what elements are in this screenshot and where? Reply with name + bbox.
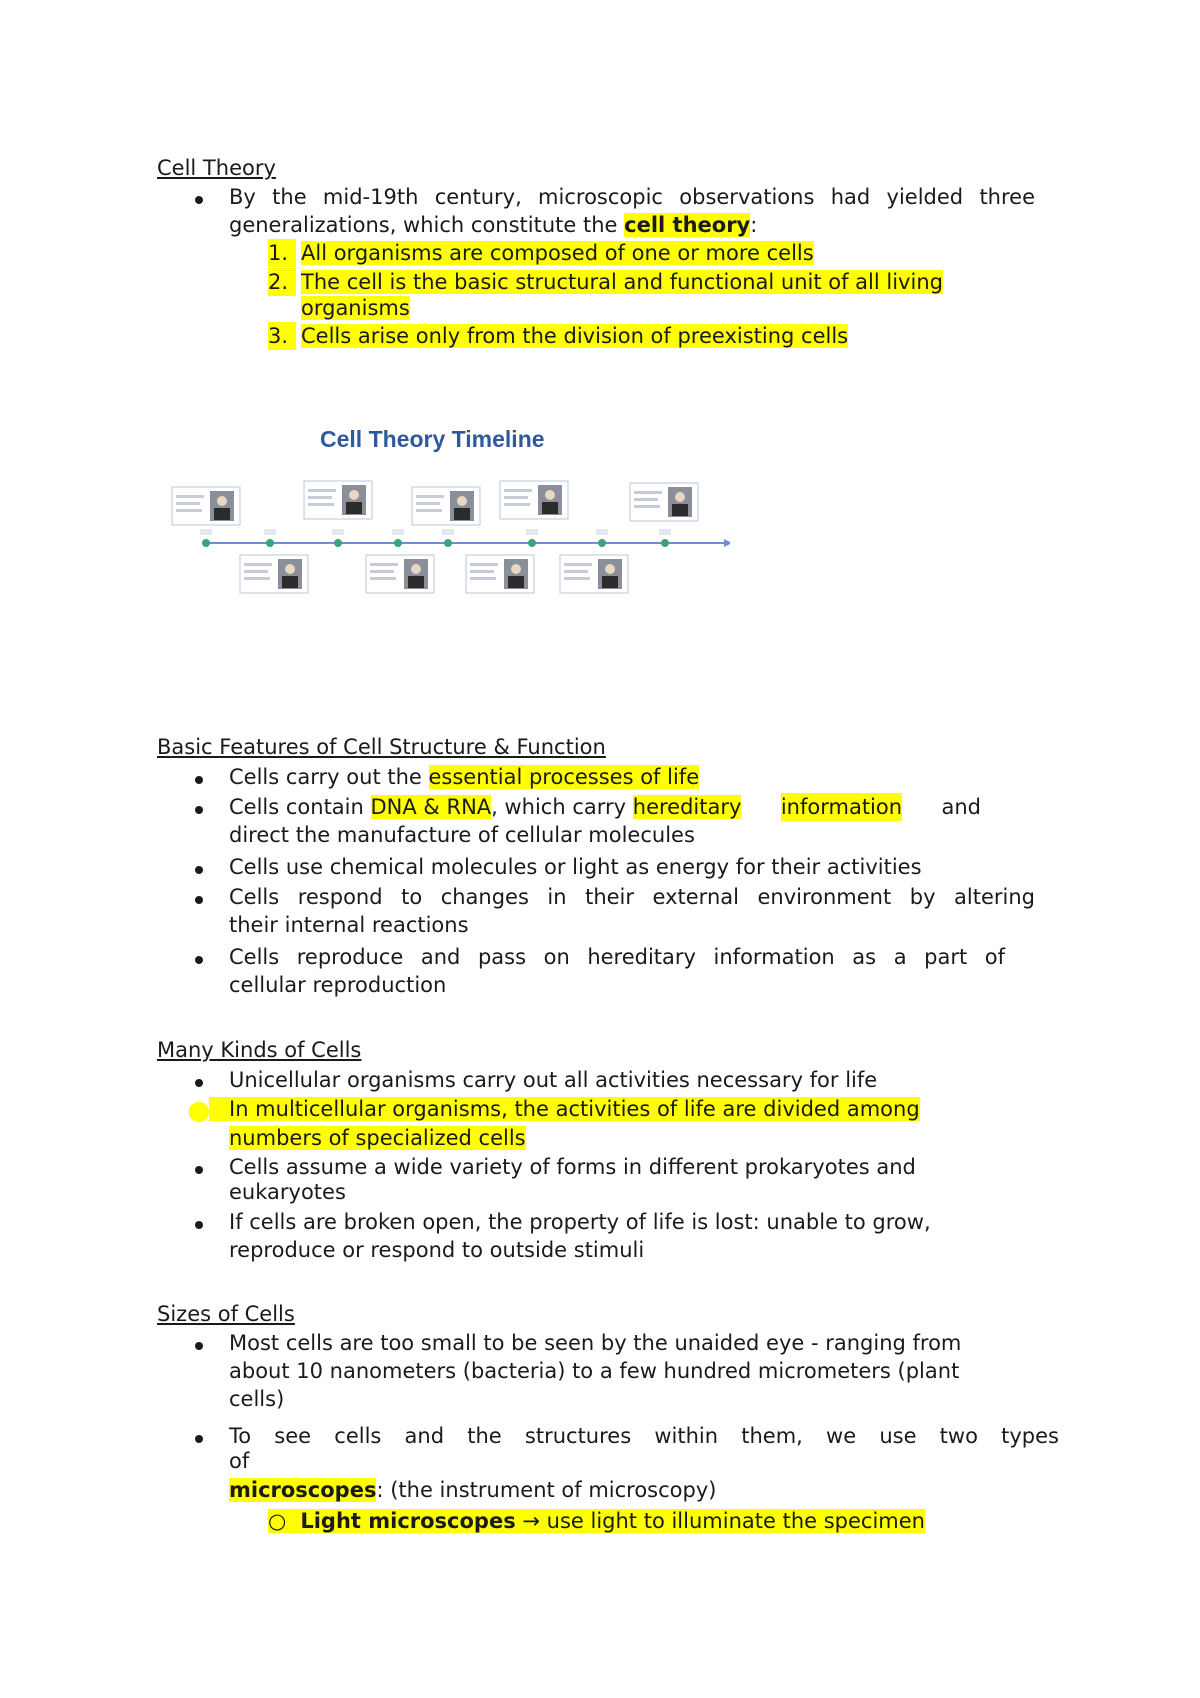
highlight-span: Cells arise only from the division of preexisting cells xyxy=(301,324,849,348)
timeline-dot xyxy=(202,539,210,547)
text-span: , which carry xyxy=(491,795,633,819)
text-span: : xyxy=(750,213,758,237)
timeline-card-text xyxy=(634,491,662,494)
text-line xyxy=(229,763,699,791)
highlight-span: DNA & RNA xyxy=(370,795,492,819)
timeline-card-text xyxy=(244,577,270,580)
timeline-card-text xyxy=(308,496,332,499)
timeline-card-text xyxy=(470,577,496,580)
bullet-dot xyxy=(195,196,203,204)
heading-cell-theory: Cell Theory xyxy=(157,156,276,180)
list-number: 3. xyxy=(268,322,296,350)
timeline-card-text xyxy=(634,505,660,508)
timeline-tick-label xyxy=(332,529,344,535)
timeline-card-text xyxy=(176,495,204,498)
text-line: Unicellular organisms carry out all activities necessary for life xyxy=(229,1068,878,1092)
timeline-card-text xyxy=(564,563,592,566)
highlight-cell-theory: cell theory xyxy=(624,213,751,237)
text-line: direct the manufacture of cellular molecules xyxy=(229,823,695,847)
portrait-face xyxy=(411,564,421,574)
bullet-dot xyxy=(195,1221,203,1229)
bullet-dot xyxy=(195,1166,203,1174)
portrait-body xyxy=(408,576,424,588)
list-item xyxy=(301,268,943,296)
timeline-tick-label xyxy=(200,529,212,535)
text-line: cellular reproduction xyxy=(229,973,447,997)
portrait-face xyxy=(285,564,295,574)
text-line: cells) xyxy=(229,1387,285,1411)
timeline-card-text xyxy=(308,503,334,506)
heading-many-kinds: Many Kinds of Cells xyxy=(157,1038,362,1062)
text-span: Cells contain xyxy=(229,795,371,819)
highlight-span: All organisms are composed of one or more cells xyxy=(301,241,814,265)
sub-bullet-circle: ○ xyxy=(268,1509,300,1533)
highlight-span: hereditary xyxy=(632,795,742,819)
timeline-dot xyxy=(266,539,274,547)
text-line: Cells respond to changes in their external environment by altering xyxy=(229,885,1035,909)
bullet-dot xyxy=(195,776,203,784)
timeline-card-text xyxy=(370,577,396,580)
timeline-card-text xyxy=(634,498,658,501)
text-group xyxy=(229,793,741,821)
text-line: By the mid-19th century, microscopic observations had yielded three xyxy=(229,185,1035,209)
bullet-dot xyxy=(195,806,203,814)
portrait-body xyxy=(214,508,230,520)
timeline-tick-label xyxy=(392,529,404,535)
text-line xyxy=(268,1507,925,1535)
bullet-dot xyxy=(195,1435,203,1443)
timeline-title: Cell Theory Timeline xyxy=(320,426,545,452)
portrait-body xyxy=(454,508,470,520)
highlight-span: Light microscopes xyxy=(300,1509,516,1533)
timeline-card-text xyxy=(176,509,202,512)
highlight-span: activities of life are divided among xyxy=(555,1097,920,1121)
highlight-span: numbers of specialized cells xyxy=(229,1126,526,1150)
timeline-dot xyxy=(598,539,606,547)
highlight-microscopes: microscopes xyxy=(229,1478,377,1502)
portrait-body xyxy=(346,502,362,514)
portrait-face xyxy=(349,490,359,500)
text-line: If cells are broken open, the property of life is lost: unable to grow, xyxy=(229,1210,931,1234)
timeline-dot xyxy=(334,539,342,547)
highlight-span: → use light to illuminate the specimen xyxy=(515,1509,925,1533)
timeline-card-text xyxy=(564,570,588,573)
text-line: eukaryotes xyxy=(229,1180,346,1204)
text-line xyxy=(229,1124,526,1152)
portrait-face xyxy=(675,492,685,502)
text-line xyxy=(229,793,981,821)
list-item-continuation xyxy=(301,294,410,322)
bullet-dot xyxy=(195,1108,203,1116)
text-line xyxy=(229,1095,920,1123)
timeline-card-text xyxy=(564,577,590,580)
text-span: : (the instrument of microscopy) xyxy=(376,1478,717,1502)
text-span: generalizations, which constitute the xyxy=(229,213,625,237)
timeline-dot xyxy=(528,539,536,547)
timeline-card-text xyxy=(308,489,336,492)
timeline-dot xyxy=(394,539,402,547)
heading-basic-features: Basic Features of Cell Structure & Function xyxy=(157,735,606,759)
list-item xyxy=(301,322,848,350)
timeline-card-text xyxy=(244,570,268,573)
portrait-face xyxy=(457,496,467,506)
text-line xyxy=(229,211,757,239)
timeline-card-text xyxy=(370,563,398,566)
text-line: Most cells are too small to be seen by the unaided eye - ranging from xyxy=(229,1331,962,1355)
timeline-dot xyxy=(661,539,669,547)
bullet-dot xyxy=(195,896,203,904)
heading-sizes-of-cells: Sizes of Cells xyxy=(157,1302,295,1326)
portrait-body xyxy=(602,576,618,588)
timeline-card-text xyxy=(244,563,272,566)
timeline-card-text xyxy=(470,563,498,566)
highlight-span: The cell is the basic structural and functional unit of all living xyxy=(301,270,943,294)
portrait-face xyxy=(605,564,615,574)
text-line: their internal reactions xyxy=(229,913,469,937)
text-line: about 10 nanometers (bacteria) to a few hundred micrometers (plant xyxy=(229,1359,960,1383)
timeline-tick-label xyxy=(264,529,276,535)
bullet-dot xyxy=(195,866,203,874)
timeline-card-text xyxy=(416,502,440,505)
portrait-face xyxy=(217,496,227,506)
portrait-body xyxy=(508,576,524,588)
timeline-dot xyxy=(444,539,452,547)
timeline-card-text xyxy=(504,489,532,492)
highlight-span: organisms xyxy=(301,296,410,320)
timeline-card-text xyxy=(470,570,494,573)
timeline-arrow xyxy=(724,539,730,547)
text-span: Cells carry out the xyxy=(229,765,429,789)
timeline-card-text xyxy=(504,496,528,499)
list-number: 2. xyxy=(268,268,296,296)
timeline-tick-label xyxy=(659,529,671,535)
cell-theory-timeline-figure xyxy=(170,425,730,605)
list-item xyxy=(301,239,814,267)
text-line: reproduce or respond to outside stimuli xyxy=(229,1238,645,1262)
text-line: Cells reproduce and pass on hereditary information as a part of xyxy=(229,945,1005,969)
timeline-card-text xyxy=(416,509,442,512)
text-line: Cells use chemical molecules or light as energy for their activities xyxy=(229,855,922,879)
timeline-tick-label xyxy=(526,529,538,535)
portrait-body xyxy=(672,504,688,516)
portrait-body xyxy=(282,576,298,588)
timeline-card-text xyxy=(416,495,444,498)
bullet-dot xyxy=(195,1342,203,1350)
text-line: Cells assume a wide variety of forms in different prokaryotes and xyxy=(229,1155,916,1179)
timeline-tick-label xyxy=(442,529,454,535)
timeline-card-text xyxy=(176,502,200,505)
list-number: 1. xyxy=(268,239,296,267)
portrait-body xyxy=(542,502,558,514)
highlight-span: information xyxy=(780,795,903,819)
portrait-face xyxy=(545,490,555,500)
text-line xyxy=(229,1476,716,1504)
timeline-card-text xyxy=(504,503,530,506)
portrait-face xyxy=(511,564,521,574)
timeline-card-text xyxy=(370,570,394,573)
timeline-tick-label xyxy=(596,529,608,535)
text-line: of xyxy=(229,1449,250,1473)
bullet-dot xyxy=(195,1079,203,1087)
text-span: In multicellular organisms, the xyxy=(209,1097,556,1121)
timeline-marks xyxy=(172,481,730,593)
text-span: and xyxy=(941,795,981,819)
highlight-span: essential processes of life xyxy=(428,765,700,789)
text-line: To see cells and the structures within them, we use two types xyxy=(229,1424,1059,1448)
bullet-dot xyxy=(195,956,203,964)
